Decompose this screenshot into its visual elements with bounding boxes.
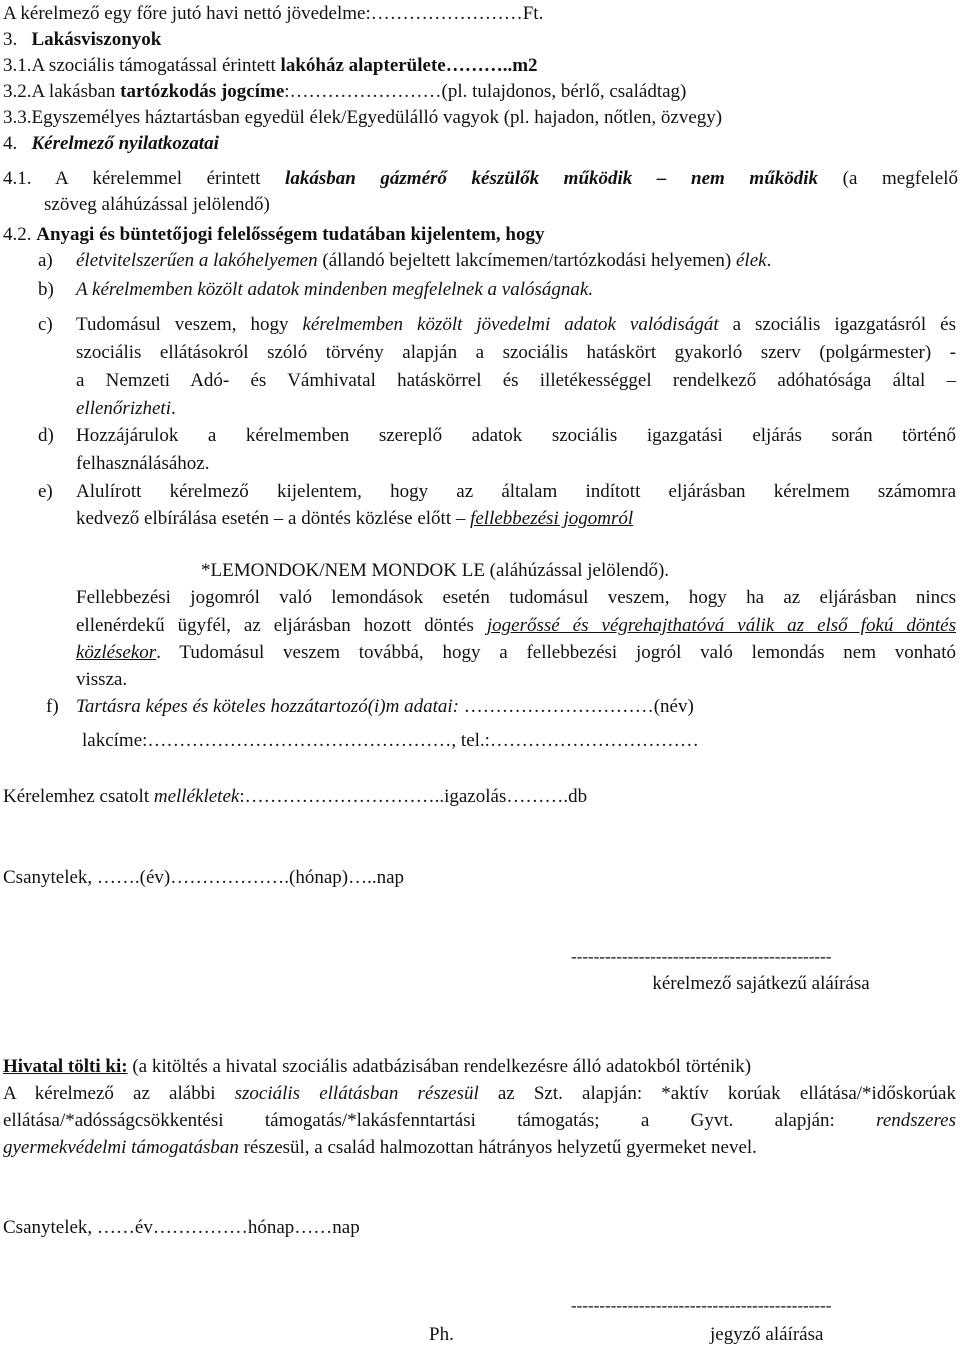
section-number: 3.: [3, 29, 18, 50]
line-3-1: [3, 55, 538, 77]
emphasis: fellebbezési jogomról: [470, 508, 634, 529]
fill-field[interactable]: ………..m2: [445, 55, 538, 76]
emphasis: élek: [736, 250, 767, 271]
section-number: 4.: [3, 133, 18, 154]
line-text: (a kitöltés a hivatal szociális adatbázisában rendelkezésre álló adatokból történik): [127, 1056, 752, 1077]
item-a-label: a): [38, 250, 53, 271]
line-text: ellenérdekű ügyfél, az eljárásban hozott döntés: [76, 615, 487, 636]
line-text: 4.1. A kérelemmel érintett: [3, 168, 286, 189]
item-c-line-4: [76, 398, 176, 420]
line-3-3: 3.3.Egyszemélyes háztartásban egyedül élek/Egyedülálló vagyok (pl. hajadon, nőtlen, özvegy): [3, 107, 723, 128]
emphasis: Anyagi és büntetőjogi felelősségem tudatában kijelentem, hogy: [36, 224, 545, 245]
line-4-2: [3, 224, 544, 246]
line-text: Kérelemhez csatolt: [3, 786, 154, 807]
item-d-line-1: Hozzájárulok a kérelmemben szereplő adatok szociális igazgatási eljárás során történő: [76, 425, 956, 446]
line-text: a szociális igazgatásról és: [718, 314, 956, 335]
line-text: részesül, a család halmozottan hátrányos helyzetű gyermeket nevel.: [238, 1137, 757, 1158]
item-c-line-3: a Nemzeti Adó- és Vámhivatal hatáskörrel és illetékességgel rendelkező adóhatósága által –: [76, 370, 956, 391]
emphasis: lakásban gázmérő készülők működik – nem működik: [285, 168, 819, 189]
line-text: ellátása/*adósságcsökkentési támogatás/*lakásfenntartási támogatás; a Gyvt. alapján:: [3, 1110, 877, 1131]
attachments-line: [3, 786, 587, 808]
office-line-3: [3, 1137, 757, 1159]
item-f-line-1: [76, 696, 694, 718]
emphasis: tartózkodás jogcíme: [120, 81, 285, 102]
waiver-para-line-3: [76, 642, 956, 664]
emphasis: kérelmemben közölt jövedelmi adatok valódiságát: [302, 314, 719, 335]
emphasis: lakóház alapterülete: [280, 55, 446, 76]
emphasis: közlésekor: [76, 642, 157, 663]
emphasis: szociális ellátásban részesül: [234, 1083, 479, 1104]
item-d-line-2: felhasználásához.: [76, 453, 210, 474]
waiver-choice[interactable]: *LEMONDOK/NEM MONDOK LE (aláhúzással jelölendő).: [201, 560, 670, 581]
income-line: A kérelmező egy főre jutó havi nettó jövedelme:……………………Ft.: [3, 3, 544, 24]
line-text: A kérelmező az alábbi: [3, 1083, 235, 1104]
section-3-heading: [3, 29, 161, 51]
waiver-para-line-1: Fellebbezési jogomról való lemondások esetén tudomásul veszem, hogy ha az eljárásban nincs: [76, 587, 956, 608]
office-line-2: [3, 1110, 956, 1132]
fill-field[interactable]: :…………………………..igazolás……….db: [239, 786, 588, 807]
line-text: (állandó bejeltett lakcímemen/tartózkodási helyemen): [317, 250, 736, 271]
emphasis: mellékletek: [153, 786, 240, 807]
item-d-label: d): [38, 425, 54, 446]
fill-field[interactable]: …………………………(név): [458, 696, 694, 717]
item-c-label: c): [38, 314, 53, 335]
emphasis: életvitelszerűen a lakóhelyemen: [76, 250, 318, 271]
line-4-1: [3, 168, 958, 190]
item-f-line-2[interactable]: lakcíme:…………………………………………, tel.:……………………………: [82, 730, 699, 751]
line-text: 3.2.A lakásban: [3, 81, 121, 102]
signature-line-notary: ----------------------------------------------: [571, 1296, 832, 1315]
office-heading: [3, 1056, 751, 1078]
stamp-label: Ph.: [429, 1324, 454, 1345]
fill-field[interactable]: :……………………(pl. tulajdonos, bérlő, családtag): [284, 81, 687, 102]
section-4-heading: [3, 133, 219, 155]
item-b-text: A kérelmemben közölt adatok mindenben megfelelnek a valóságnak.: [76, 279, 594, 300]
item-e-label: e): [38, 481, 53, 502]
waiver-para-line-4: vissza.: [76, 669, 128, 690]
section-title: Kérelmező nyilatkozatai: [31, 133, 219, 154]
item-e-line-1: Alulírott kérelmező kijelentem, hogy az általam indított eljárásban kérelmem számomra: [76, 481, 956, 502]
emphasis: ellenőrizheti: [76, 398, 171, 419]
line-3-2: [3, 81, 686, 103]
line-text: az Szt. alapján: *aktív korúak ellátása/*időskorúak: [478, 1083, 956, 1104]
item-a-text: [76, 250, 771, 272]
item-f-label: f): [46, 696, 59, 717]
emphasis: gyermekvédelmi támogatásban: [3, 1137, 239, 1158]
line-text: .: [170, 398, 176, 419]
line-4-1-cont: szöveg aláhúzással jelölendő): [44, 194, 270, 215]
item-b-label: b): [38, 279, 54, 300]
section-title: Lakásviszonyok: [31, 29, 162, 50]
date-line-office[interactable]: Csanytelek, ……év……………hónap……nap: [3, 1217, 360, 1238]
emphasis: rendszeres: [876, 1110, 956, 1131]
signature-label-applicant: kérelmező sajátkezű aláírása: [652, 973, 870, 994]
item-c-line-2: szociális ellátásokról szóló törvény alapján a szociális hatáskört gyakorló szerv (polgármester) -: [76, 342, 956, 363]
emphasis: jogerőssé és végrehajthatóvá válik az első fokú döntés: [486, 615, 956, 636]
signature-line-applicant: ----------------------------------------------: [571, 947, 832, 966]
signature-label-notary: jegyző aláírása: [710, 1324, 824, 1345]
item-e-line-2: [76, 508, 633, 530]
date-line-applicant[interactable]: Csanytelek, …….(év)……………….(hónap)…..nap: [3, 867, 405, 888]
line-text: . Tudomásul veszem továbbá, hogy a fellebbezési jogról való lemondás nem vonható: [156, 642, 956, 663]
item-c-line-1: [76, 314, 956, 336]
office-title: Hivatal tölti ki:: [3, 1056, 128, 1077]
line-text: .: [766, 250, 772, 271]
line-text: Tudomásul veszem, hogy: [76, 314, 303, 335]
line-text: kedvező elbírálása esetén – a döntés közlése előtt –: [76, 508, 471, 529]
office-line-1: [3, 1083, 956, 1105]
line-text: (a megfelelő: [818, 168, 958, 189]
line-text: 4.2.: [3, 224, 37, 245]
line-text: 3.1.A szociális támogatással érintett: [3, 55, 281, 76]
emphasis: Tartásra képes és köteles hozzátartozó(i)m adatai:: [76, 696, 459, 717]
waiver-para-line-2: [76, 615, 956, 637]
